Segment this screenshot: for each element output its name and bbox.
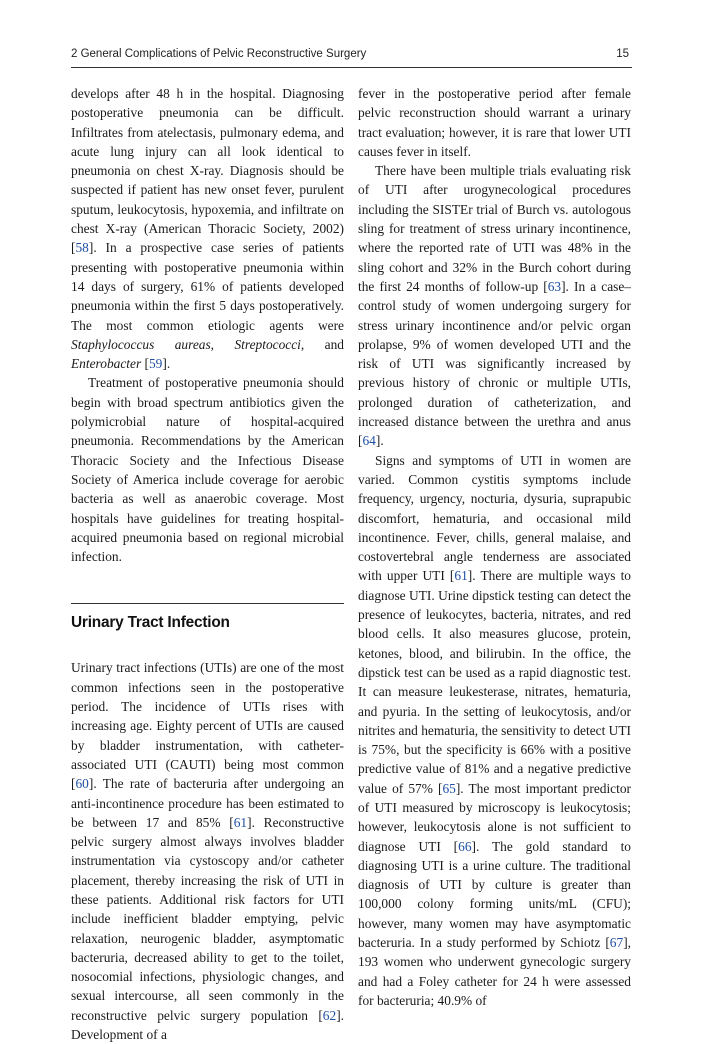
paragraph-uti-intro: Urinary tract infections (UTIs) are one of the most common infections seen in the postoperative period. The incidence of UTIs rises with increasing age. Eighty percent of UTIs are caused by bladder instrumentation, with catheter-associated UTI (CAUTI) being most common [60]. The rate of bacteruria after undergoing an anti-incontinence procedure has been estimated to be between 17 and 85% [61]. Reconstructive pelvic surgery almost always involves bladder instrumentation via cystoscopy and/or catheter placement, thereby increasing the risk of UTI in these patients. Additional risk factors for UTI include inefficient bladder emptying, pelvic relaxation, neurogenic bladder, asymptomatic bacteruria, decreased ability to get to the toilet, nosocomial infections, physiologic changes, and sexual intercourse, all seen commonly in the reconstructive pelvic surgery population [62]. Development of a — [71, 660, 344, 1043]
citation-link[interactable]: 63 — [547, 278, 562, 294]
citation-link[interactable]: 65 — [442, 780, 456, 796]
paragraph-uti-symptoms: Signs and symptoms of UTI in women are varied. Common cystitis symptoms include frequency, urgency, nocturia, dysuria, suprapubic discomfort, hematuria, and occasional mild incontinence. Fever, chills, general malaise, and costovertebral angle tenderness are associated with upper UTI [61]. There are multiple ways to diagnose UTI. Urine dipstick testing can detect the presence of leukocytes, bacteria, nitrates, and red blood cells. It also measures glucose, protein, ketones, blood, and bilirubin. In the office, the dipstick test can be used as a rapid diagnostic test. It can measure leukesterase, nitrates, hematuria, and pyuria. In the setting of leukocytosis, and/or nitrites and hematuria, the sensitivity to detect UTI is 75%, but the specificity is 66% with a positive predictive value of 81% and a negative predictive value of 57% [65]. The most important predictor of UTI measured by microscopy is leukocytosis; however, leukocytosis alone is not sufficient to diagnose UTI [66]. The gold standard to diagnosing UTI is a urine culture. The traditional diagnosis of UTI by culture is greater than 100,000 colony forming units/mL (CFU); however, many women may have asymptomatic bacteruria. In a study performed by Schiotz [67], 193 women who underwent gynecologic surgery and had a Foley catheter for 24 h were assessed for bacteruria; 40.9% of — [358, 452, 632, 1008]
left-column — [71, 84, 344, 1044]
citation-link[interactable]: 66 — [458, 838, 472, 854]
citation-link[interactable]: 59 — [148, 356, 163, 372]
citation-link[interactable]: 61 — [233, 814, 248, 830]
citation-link[interactable]: 64 — [362, 433, 376, 449]
citation-link[interactable]: 61 — [454, 568, 468, 584]
citation-link[interactable]: 60 — [75, 776, 89, 792]
paragraph-pneumonia-diagnosis: develops after 48 h in the hospital. Diagnosing postoperative pneumonia can be difficult. Infiltrates from atelectasis, pulmonary edema, and acute lung injury can all look identical to pneumonia on chest X-ray. Diagnosis should be suspected if patient has new onset fever, purulent sputum, leukocytosis, hypoxemia, and infiltrate on chest X-ray (American Thoracic Society, 2002) [58]. In a prospective case series of patients presenting with postoperative pneumonia within 14 days of surgery, 61% of patients developed pneumonia within the first 5 days postoperatively. The most common etiologic agents were Staphylococcus aureas, Streptococci, and Enterobacter [59]. — [71, 86, 344, 372]
paragraph-pneumonia-treatment: Treatment of postoperative pneumonia should begin with broad spectrum antibiotics given the polymicrobial nature of hospital-acquired pneumonia. Recommendations by the American Thoracic Society and the Infectious Disease Society of America include coverage for aerobic bacteria as well as anaerobic coverage. Most hospitals have guidelines for treating hospital-acquired pneumonia based on regional microbial infection. — [71, 375, 344, 565]
paragraph-uti-fever: fever in the postoperative period after female pelvic reconstruction should warrant a urinary tract evaluation; however, it is rare that lower UTI causes fever in itself. — [358, 86, 631, 159]
right-column — [358, 84, 631, 1010]
chapter-title: 2 General Complications of Pelvic Reconstructive Surgery — [71, 48, 367, 60]
paragraph-uti-trials: There have been multiple trials evaluating risk of UTI after urogynecological procedures including the SISTEr trial of Burch vs. autologous sling for treatment of stress urinary incontinence, where the reported rate of UTI was 48% in the sling cohort and 32% in the Burch cohort during the first 24 months of follow-up [63]. In a case–control study of women undergoing surgery for stress urinary incontinence and/or pelvic organ prolapse, 9% of women developed UTI and the risk of UTI was significantly increased by previous history of chronic or multiple UTIs, prolonged duration of catheterization, and increased distance between the urethra and anus [64]. — [358, 163, 631, 449]
citation-link[interactable]: 58 — [75, 240, 89, 256]
citation-link[interactable]: 62 — [322, 1007, 337, 1023]
section-heading: Urinary Tract Infection — [71, 614, 230, 632]
header-rule — [71, 67, 632, 68]
citation-link[interactable]: 67 — [609, 935, 624, 951]
page-number: 15 — [616, 48, 629, 60]
running-header — [71, 48, 631, 68]
